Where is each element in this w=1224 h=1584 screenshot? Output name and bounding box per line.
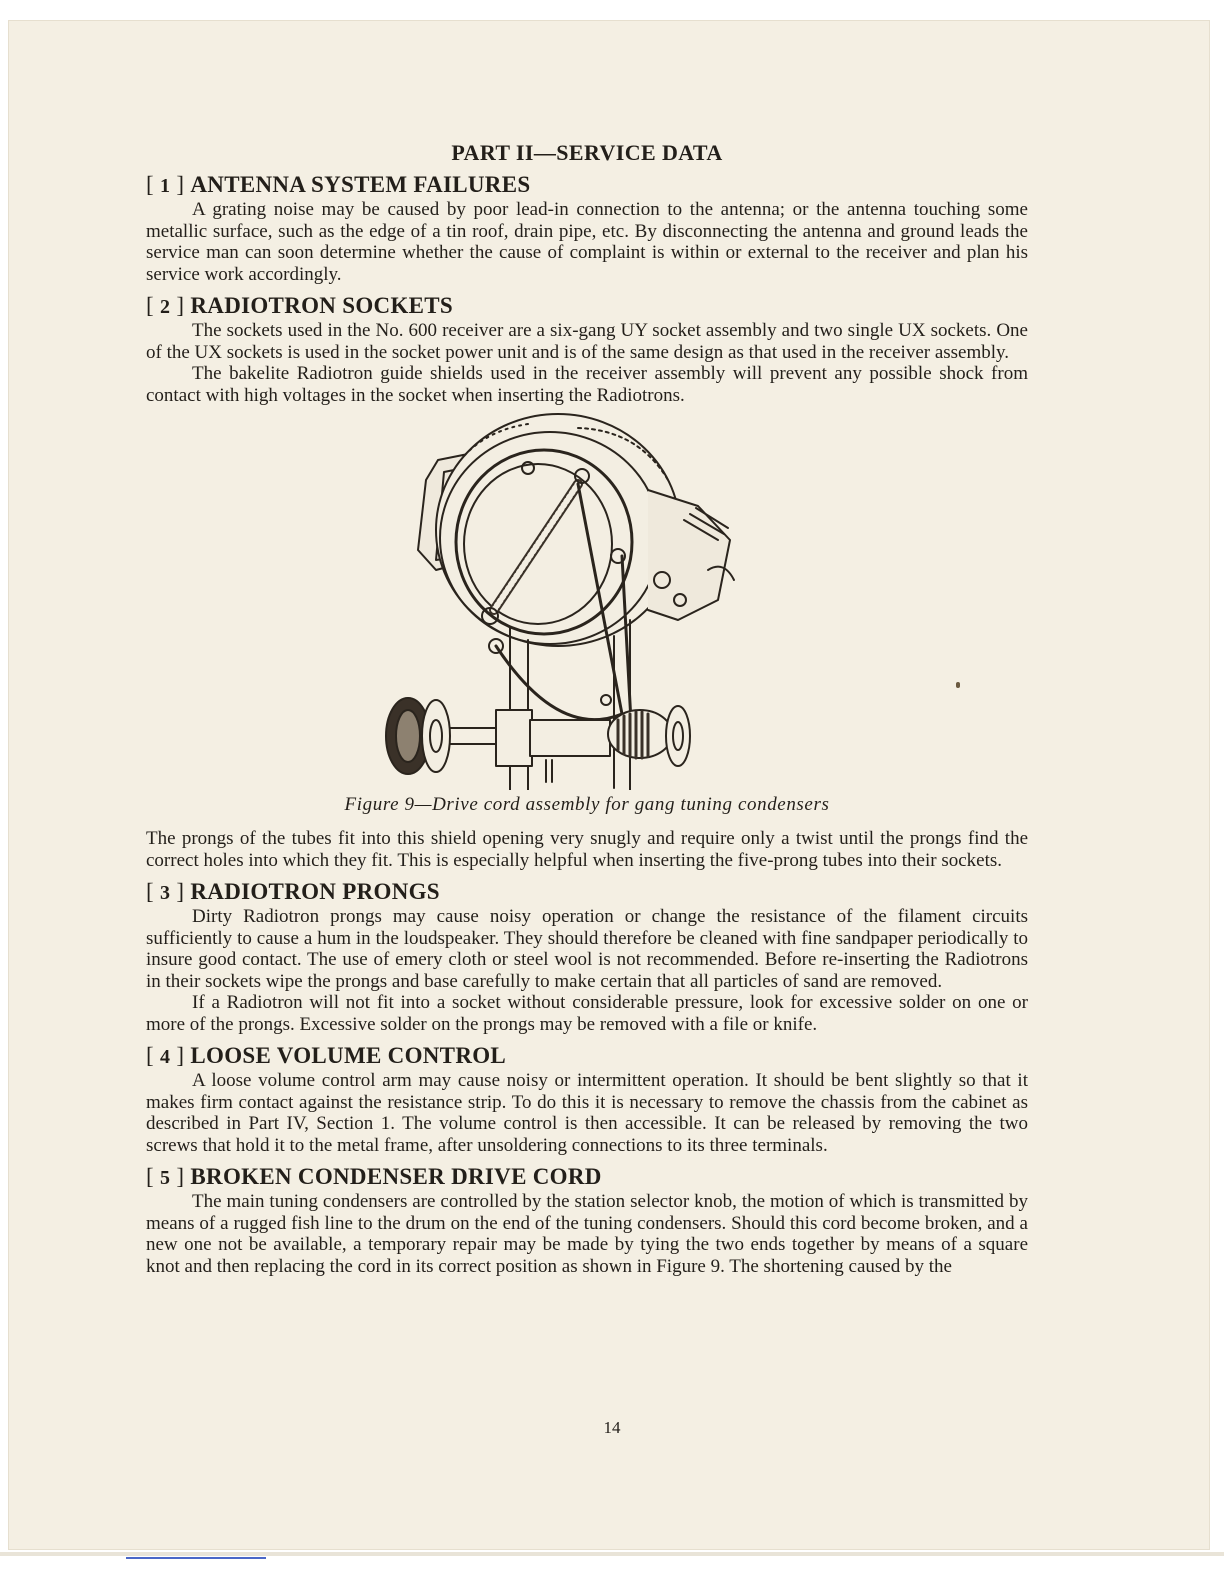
section-heading: [ 4 ] LOOSE VOLUME CONTROL — [146, 1043, 507, 1068]
paragraph: The main tuning condensers are controlled by the station selector knob, the motion of which is transmitted by means of a rugged fish line to the drum on the end of the tuning condensers. Should this cord become broken, and a new one not be available, a temporary repair may be made by tying the two ends together by means of a square knot and then replacing the cord in its correct position as shown in Figure 9. The shortening caused by the — [146, 1191, 1028, 1277]
page-content — [146, 140, 1028, 1277]
section-heading: [ 3 ] RADIOTRON PRONGS — [146, 879, 440, 904]
section-antenna-system-failures — [146, 172, 1028, 285]
section-title: BROKEN CONDENSER DRIVE CORD — [190, 1164, 602, 1189]
paragraph: If a Radiotron will not fit into a socket without considerable pressure, look for excessive solder on one or more of the prongs. Excessive solder on the prongs may be removed with a file or knife. — [146, 992, 1028, 1035]
section-number: 4 — [160, 1046, 171, 1068]
section-broken-condenser-drive-cord — [146, 1164, 1028, 1277]
figure-9 — [146, 410, 1028, 828]
paragraph: The sockets used in the No. 600 receiver are a six-gang UY socket assembly and two single UX sockets. One of the UX sockets is used in the socket power unit and is of the same design as that used in the receiver assembly. — [146, 320, 1028, 363]
section-radiotron-prongs — [146, 879, 1028, 1035]
section-title: RADIOTRON PRONGS — [190, 879, 440, 904]
paragraph: Dirty Radiotron prongs may cause noisy operation or change the resistance of the filament circuits sufficiently to cause a hum in the loudspeaker. They should therefore be cleaned with fine sandpaper periodically to insure good contact. The use of emery cloth or steel wool is not recommended. Before re-inserting the Radiotrons in their sockets wipe the prongs and base carefully to make certain that all particles of sand are removed. — [146, 906, 1028, 992]
drive-cord-assembly-drawing — [378, 410, 738, 790]
paragraph: A loose volume control arm may cause noisy or intermittent operation. It should be bent slightly so that it makes firm contact against the resistance strip. To do this it is necessary to remove the chassis from the cabinet as described in Part IV, Section 1. The volume control is then accessible. It can be released by removing the two screws that hold it to the metal frame, after unsoldering connections to its three terminals. — [146, 1070, 1028, 1156]
section-number: 2 — [160, 296, 171, 318]
section-heading: [ 5 ] BROKEN CONDENSER DRIVE CORD — [146, 1164, 602, 1189]
paragraph: The bakelite Radiotron guide shields used in the receiver assembly will prevent any possible shock from contact with high voltages in the socket when inserting the Radiotrons. — [146, 363, 1028, 406]
section-number: 3 — [160, 882, 171, 904]
page-edge — [0, 1552, 1224, 1556]
page-title: PART II—SERVICE DATA — [451, 140, 723, 165]
section-title: LOOSE VOLUME CONTROL — [190, 1043, 507, 1068]
figure-caption: Figure 9—Drive cord assembly for gang tuning condensers — [344, 794, 830, 815]
section-number: 1 — [160, 175, 171, 197]
page-number: 14 — [603, 1418, 621, 1437]
section-title: RADIOTRON SOCKETS — [190, 293, 454, 318]
scan-mark — [126, 1557, 266, 1559]
section-title: ANTENNA SYSTEM FAILURES — [190, 172, 531, 197]
section-loose-volume-control — [146, 1043, 1028, 1156]
section-heading: [ 2 ] RADIOTRON SOCKETS — [146, 293, 454, 318]
paragraph: A grating noise may be caused by poor lead-in connection to the antenna; or the antenna touching some metallic surface, such as the edge of a tin roof, drain pipe, etc. By disconnecting the antenna and ground leads the service man can soon determine whether the cause of complaint is within or external to the receiver and plan his service work accordingly. — [146, 199, 1028, 285]
paragraph: The prongs of the tubes fit into this shield opening very snugly and require only a twist until the prongs find the correct holes into which they fit. This is especially helpful when inserting the five-prong tubes into their sockets. — [146, 828, 1028, 871]
section-number: 5 — [160, 1167, 171, 1189]
section-heading: [ 1 ] ANTENNA SYSTEM FAILURES — [146, 172, 531, 197]
section-radiotron-sockets — [146, 293, 1028, 871]
